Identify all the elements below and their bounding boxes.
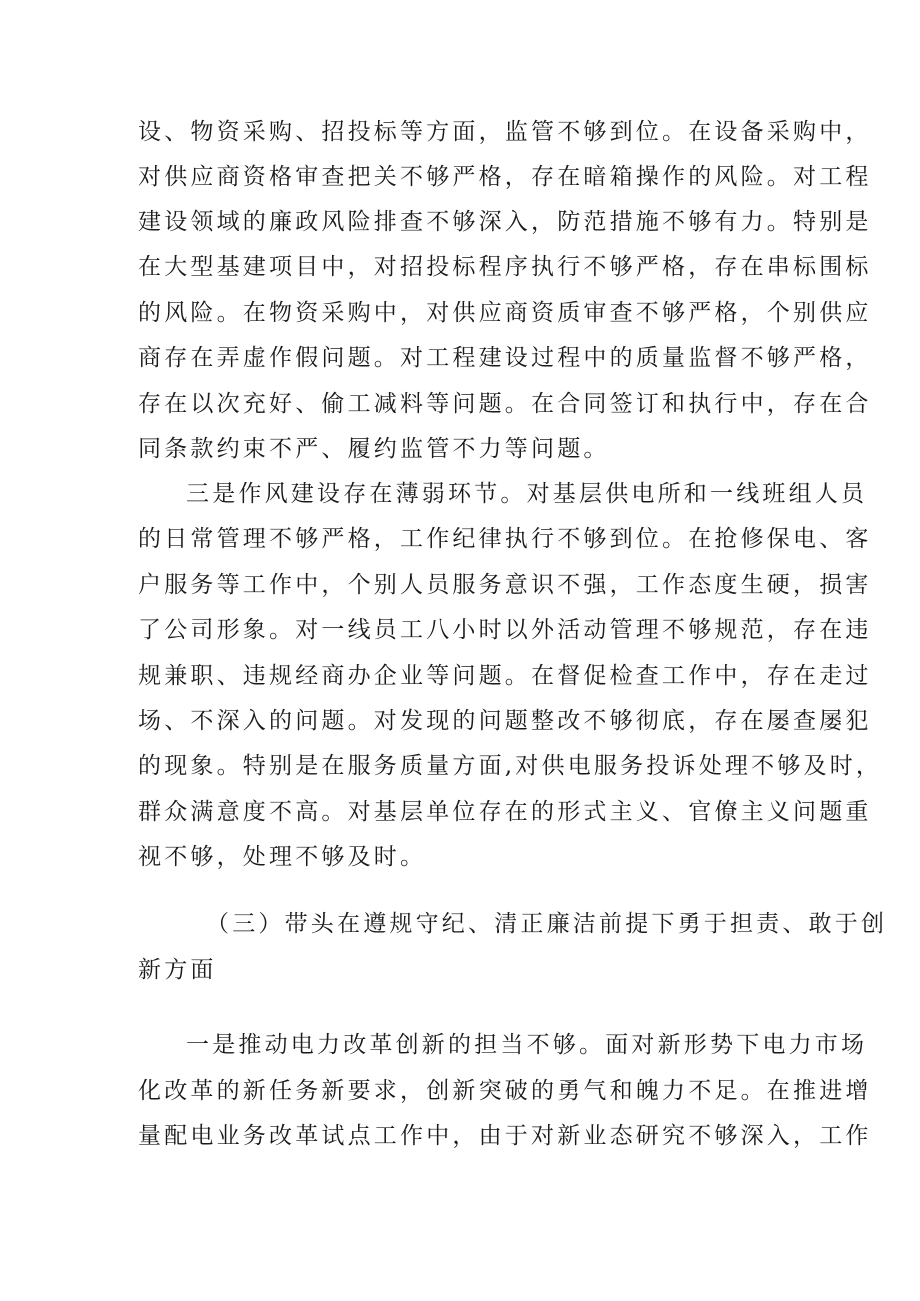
- text-line: 场、不深入的问题。对发现的问题整改不够彻底，存在屡查屡犯: [138, 708, 872, 734]
- text-line: 对供应商资格审查把关不够严格，存在暗箱操作的风险。对工程: [138, 164, 872, 190]
- text-line: 三是作风建设存在薄弱环节。对基层供电所和一线班组人员: [186, 481, 868, 507]
- text-line: 在大型基建项目中，对招投标程序执行不够严格，存在串标围标: [138, 254, 872, 280]
- text-line: 规兼职、违规经商办企业等问题。在督促检查工作中，存在走过: [138, 663, 872, 689]
- text-line: 群众满意度不高。对基层单位存在的形式主义、官僚主义问题重: [138, 799, 872, 825]
- text-line: 了公司形象。对一线员工八小时以外活动管理不够规范，存在违: [138, 617, 872, 643]
- text-line: 的风险。在物资采购中，对供应商资质审查不够严格，个别供应: [138, 300, 872, 326]
- text-line: 同条款约束不严、履约监管不力等问题。: [138, 436, 610, 462]
- heading-line: 新方面: [138, 957, 217, 983]
- text-line: 化改革的新任务新要求，创新突破的勇气和魄力不足。在推进增: [138, 1078, 872, 1104]
- heading-line: （三）带头在遵规守纪、清正廉洁前提下勇于担责、敢于创: [206, 911, 888, 937]
- text-line: 存在以次充好、偷工减料等问题。在合同签订和执行中，存在合: [138, 391, 872, 417]
- text-line: 视不够，处理不够及时。: [138, 844, 427, 870]
- text-line: 量配电业务改革试点工作中，由于对新业态研究不够深入，工作: [138, 1123, 872, 1149]
- text-line: 的现象。特别是在服务质量方面,对供电服务投诉处理不够及时，: [138, 753, 883, 779]
- text-line: 建设领域的廉政风险排查不够深入，防范措施不够有力。特别是: [138, 209, 872, 235]
- text-line: 的日常管理不够严格，工作纪律执行不够到位。在抢修保电、客: [138, 526, 872, 552]
- text-line: 户服务等工作中，个别人员服务意识不强，工作态度生硬，损害: [138, 572, 872, 598]
- text-line: 商存在弄虚作假问题。对工程建设过程中的质量监督不够严格，: [138, 345, 872, 371]
- text-line: 设、物资采购、招投标等方面，监管不够到位。在设备采购中，: [138, 119, 872, 145]
- text-line: 一是推动电力改革创新的担当不够。面对新形势下电力市场: [186, 1032, 868, 1058]
